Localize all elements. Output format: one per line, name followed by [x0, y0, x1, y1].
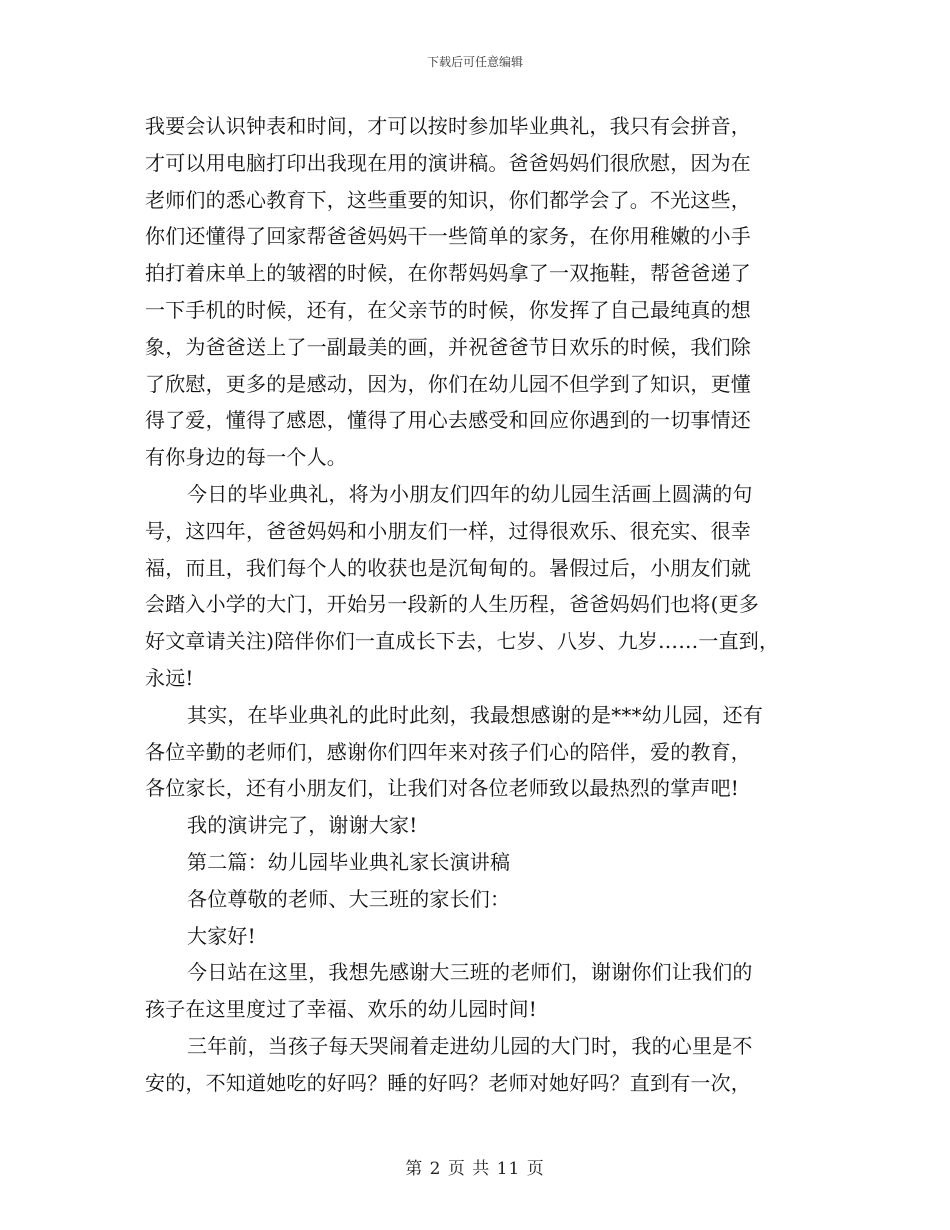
text-line: 拍打着床单上的皱褶的时候，在你帮妈妈拿了一双拖鞋，帮爸爸递了 [145, 261, 751, 286]
text-line: 有你身边的每一个人。 [145, 445, 347, 470]
text-line: 福，而且，我们每个人的收获也是沉甸甸的。暑假过后，小朋友们就 [145, 555, 751, 580]
section-heading: 第二篇：幼儿园毕业典礼家长演讲稿 [187, 849, 511, 874]
text-line: 得了爱，懂得了感恩，懂得了用心去感受和回应你遇到的一切事情还 [145, 408, 751, 433]
text-line: 安的，不知道她吃的好吗？睡的好吗？老师对她好吗？直到有一次， [145, 1070, 751, 1095]
text-line: 各位家长，还有小朋友们，让我们对各位老师致以最热烈的掌声吧! [145, 776, 740, 801]
text-line: 各位辛勤的老师们，感谢你们四年来对孩子们心的陪伴，爱的教育， [145, 739, 751, 764]
text-line: 其实，在毕业典礼的此时此刻，我最想感谢的是***幼儿园，还有 [187, 702, 763, 727]
text-line: 我的演讲完了，谢谢大家! [187, 813, 418, 838]
text-line: 号，这四年，爸爸妈妈和小朋友们一样，过得很欢乐、很充实、很幸 [145, 518, 751, 543]
text-line: 孩子在这里度过了幸福、欢乐的幼儿园时间! [145, 997, 538, 1022]
greeting: 大家好! [187, 923, 256, 948]
text-line: 三年前，当孩子每天哭闹着走进幼儿园的大门时，我的心里是不 [187, 1033, 753, 1058]
text-line: 好文章请关注)陪伴你们一直成长下去，七岁、八岁、九岁……一直到， [145, 629, 780, 654]
page-number: 第 2 页 共 11 页 [405, 1159, 545, 1179]
text-line: 会踏入小学的大门，开始另一段新的人生历程，爸爸妈妈们也将(更多 [145, 592, 760, 617]
salutation: 各位尊敬的老师、大三班的家长们： [187, 886, 511, 911]
text-line: 永远! [145, 665, 194, 690]
text-line: 你们还懂得了回家帮爸爸妈妈干一些简单的家务，在你用稚嫩的小手 [145, 224, 751, 249]
text-line: 今日的毕业典礼，将为小朋友们四年的幼儿园生活画上圆满的句 [187, 481, 753, 506]
text-line: 老师们的悉心教育下，这些重要的知识，你们都学会了。不光这些， [145, 187, 751, 212]
text-line: 我要会认识钟表和时间，才可以按时参加毕业典礼，我只有会拼音， [145, 114, 751, 138]
page-header: 下载后可任意编辑 [426, 55, 523, 69]
text-line: 一下手机的时候，还有，在父亲节的时候，你发挥了自己最纯真的想 [145, 297, 751, 322]
text-line: 今日站在这里，我想先感谢大三班的老师们，谢谢你们让我们的 [187, 960, 753, 985]
text-line: 才可以用电脑打印出我现在用的演讲稿。爸爸妈妈们很欣慰，因为在 [145, 150, 751, 175]
document-body [145, 108, 825, 1102]
text-line: 象，为爸爸送上了一副最美的画，并祝爸爸节日欢乐的时候，我们除 [145, 334, 751, 359]
text-line: 了欣慰，更多的是感动，因为，你们在幼儿园不但学到了知识，更懂 [145, 371, 751, 396]
